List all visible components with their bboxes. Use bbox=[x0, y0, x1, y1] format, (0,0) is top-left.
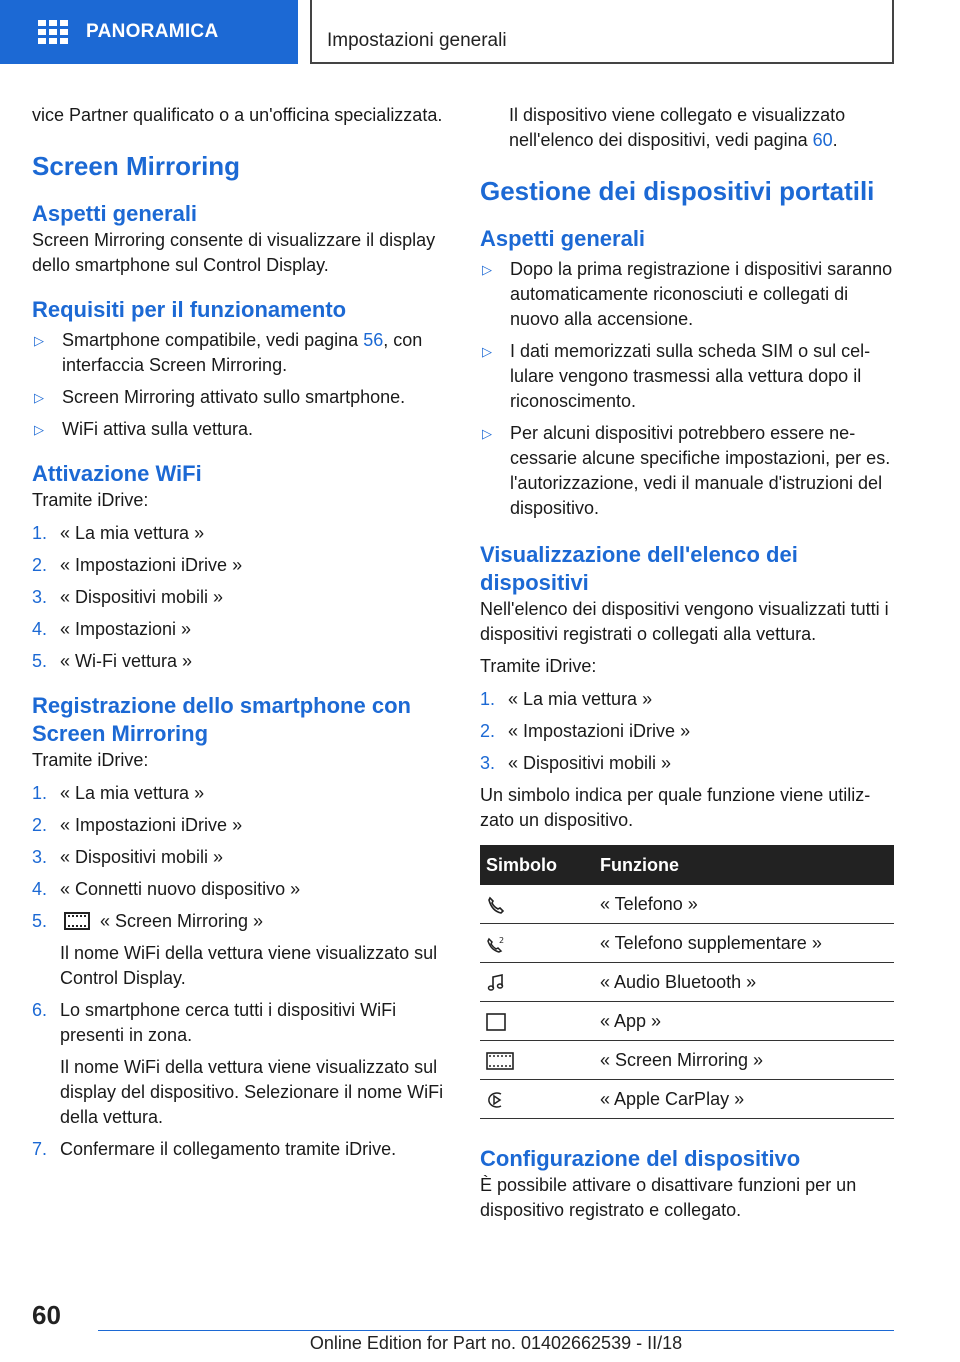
list-item: 3. « Dispositivi mobili » bbox=[32, 587, 224, 607]
heading-screen-mirroring: Screen Mirroring bbox=[32, 151, 241, 181]
app-icon bbox=[486, 1013, 506, 1031]
table-row: « Screen Mirroring » bbox=[480, 1041, 894, 1080]
list-item: ▷ WiFi attiva sulla vettura. bbox=[32, 417, 450, 442]
list-item: ▷ Dopo la prima registrazione i dispositivi saranno automaticamente riconosciuti e collegati di nuovo alla accensione. bbox=[480, 257, 894, 332]
screen-mirroring-icon bbox=[64, 912, 90, 930]
footer-divider bbox=[98, 1330, 894, 1331]
config-text: È possibile attivare o disattivare funzioni per un dispositivo registrato e collegato. bbox=[480, 1175, 857, 1220]
list-item: 3. « Dispositivi mobili » bbox=[32, 847, 224, 867]
list-item: 1. « La mia vettura » bbox=[480, 689, 653, 709]
intro-text: vice Partner qualificato o a un'officina specializzata. bbox=[32, 105, 443, 125]
section-header bbox=[310, 0, 894, 64]
heading-aspetti-generali: Aspetti generali bbox=[32, 201, 198, 226]
list-item: 2. « Impostazioni iDrive » bbox=[32, 815, 243, 835]
col-header-funzione: Funzione bbox=[594, 845, 894, 885]
list-item: ▷ Smartphone compatibile, vedi pagina 56, con interfaccia Screen Mirroring. bbox=[32, 328, 450, 378]
list-item: 2. « Impostazioni iDrive » bbox=[480, 721, 691, 741]
phone-secondary-icon bbox=[486, 935, 506, 953]
list-item: ▷ I dati memorizzati sulla scheda SIM o sul cellulare vengono trasmessi alla vettura dopo il riconoscimento. bbox=[480, 339, 894, 414]
heading-requisiti: Requisiti per il funzionamento bbox=[32, 297, 347, 322]
svg-text:2: 2 bbox=[499, 935, 505, 945]
music-note-icon bbox=[486, 974, 506, 992]
list-item: 5. « Screen Mirroring » Il nome WiFi della vettura viene visualizzato sul Control Display. bbox=[32, 911, 438, 988]
tramite-text: Tramite iDrive: bbox=[32, 490, 149, 510]
carplay-icon bbox=[486, 1091, 506, 1109]
simbolo-text: Un simbolo indica per quale funzione viene utilizzato un dispositivo. bbox=[480, 785, 871, 830]
left-column bbox=[32, 103, 450, 1169]
aspetti-text: Screen Mirroring consente di visualizzare il display dello smartphone sul Control Display. bbox=[32, 230, 436, 275]
overview-nav-button[interactable] bbox=[0, 0, 298, 64]
heading-visualizzazione-elenco: Visualizzazione dell'elenco dei dispositivi bbox=[480, 542, 798, 595]
list-item: 2. « Impostazioni iDrive » bbox=[32, 555, 243, 575]
heading-gestione: Gestione dei dispositivi portatili bbox=[480, 176, 875, 206]
bullet-triangle-icon: ▷ bbox=[482, 262, 492, 277]
page-number: 60 bbox=[32, 1300, 61, 1330]
list-item: 6. Lo smartphone cerca tutti i dispositivi WiFi presenti in zona. Il nome WiFi della vettura viene visualizzato sul display del dispositivo. Selezionare il nome WiFi della vettura. bbox=[32, 1000, 444, 1127]
list-item: ▷ Screen Mirroring attivato sullo smartphone. bbox=[32, 385, 450, 410]
table-header-row bbox=[480, 845, 894, 885]
table-row: 2 « Telefono supplementare » bbox=[480, 924, 894, 963]
list-item: ▷ Per alcuni dispositivi potrebbero essere necessarie alcune specifiche impostazioni, per es. l'autorizzazione, vedi il manuale d'istruzioni del dispositivo. bbox=[480, 421, 894, 521]
grid-menu-icon bbox=[38, 20, 68, 44]
list-item: 1. « La mia vettura » bbox=[32, 523, 205, 543]
footer-edition: Online Edition for Part no. 01402662539 - II/18 bbox=[309, 1333, 683, 1353]
tramite-text: Tramite iDrive: bbox=[32, 750, 149, 770]
table-row: « App » bbox=[480, 1002, 894, 1041]
heading-attivazione-wifi: Attivazione WiFi bbox=[32, 461, 202, 486]
col-header-simbolo: Simbolo bbox=[480, 845, 594, 885]
tramite-text: Tramite iDrive: bbox=[480, 656, 597, 676]
symbol-table bbox=[480, 845, 894, 1119]
bullet-triangle-icon: ▷ bbox=[34, 390, 44, 405]
phone-icon bbox=[486, 896, 506, 914]
table-row: « Audio Bluetooth » bbox=[480, 963, 894, 1002]
heading-configurazione: Configurazione del dispositivo bbox=[480, 1146, 801, 1171]
bullet-triangle-icon: ▷ bbox=[34, 422, 44, 437]
bullet-triangle-icon: ▷ bbox=[482, 344, 492, 359]
page-link-60[interactable]: 60 bbox=[812, 130, 833, 150]
intro-text: Il dispositivo viene collegato e visualizzato nell'elenco dei dispositivi, vedi pagina 60. bbox=[509, 105, 846, 150]
elenco-text: Nell'elenco dei dispositivi vengono visualizzati tutti i dispositivi registrati o collegati alla vettura. bbox=[480, 599, 889, 644]
list-item: 5. « Wi-Fi vettura » bbox=[32, 651, 193, 671]
screen-mirroring-icon bbox=[486, 1052, 514, 1070]
heading-registrazione: Registrazione dello smartphone con Screen Mirroring bbox=[32, 693, 411, 746]
table-row: « Apple CarPlay » bbox=[480, 1080, 894, 1119]
overview-label: PANORAMICA bbox=[86, 21, 219, 42]
table-row: « Telefono » bbox=[480, 885, 894, 924]
list-item: 4. « Connetti nuovo dispositivo » bbox=[32, 879, 301, 899]
bullet-triangle-icon: ▷ bbox=[34, 333, 44, 348]
bullet-triangle-icon: ▷ bbox=[482, 426, 492, 441]
list-item: 7. Confermare il collegamento tramite iDrive. bbox=[32, 1139, 397, 1159]
section-title: Impostazioni generali bbox=[327, 30, 507, 51]
list-item: 3. « Dispositivi mobili » bbox=[480, 753, 672, 773]
heading-aspetti-generali-2: Aspetti generali bbox=[480, 226, 646, 251]
list-item: 4. « Impostazioni » bbox=[32, 619, 192, 639]
right-column bbox=[480, 103, 894, 1223]
list-item: 1. « La mia vettura » bbox=[32, 783, 205, 803]
page-link-56[interactable]: 56 bbox=[363, 330, 384, 350]
